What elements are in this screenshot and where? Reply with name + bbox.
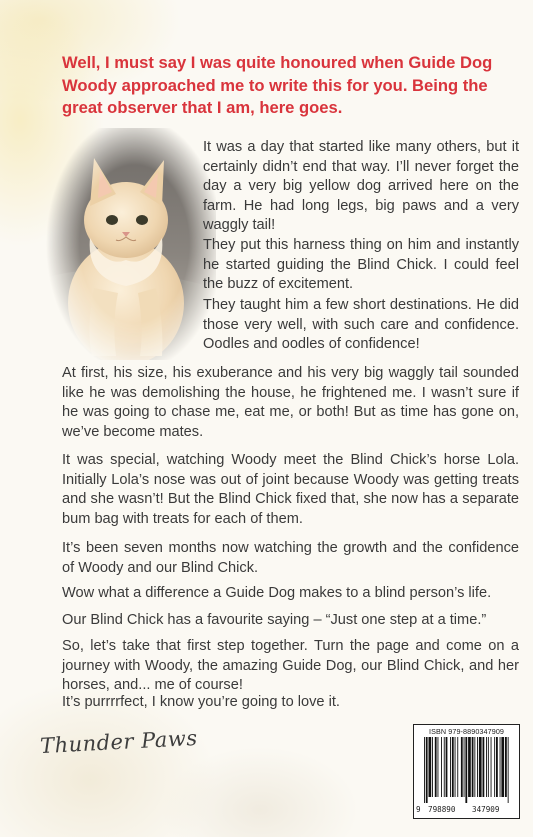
barcode-bar	[491, 737, 492, 797]
barcode-bar	[474, 737, 475, 797]
barcode-bar	[432, 737, 433, 797]
paragraph-4: At first, his size, his exuberance and his very big waggly tail sounded like he was demolishing the house, he frightened me. I wasn’t sure if he was going to chase me, eat me, or both! But as time has gone on, we’ve become mates.	[62, 365, 519, 440]
paragraph-1: It was a day that started like many others, but it certainly didn’t end that way. I’ll never forget the day a very big yellow dog arrived here on the farm. He had long legs, big paws and a very waggly tail!	[203, 139, 519, 234]
barcode-bar	[438, 737, 439, 797]
barcode-bar	[435, 737, 437, 797]
isbn-digits-left: 798890	[428, 805, 456, 814]
barcode-bar	[455, 737, 456, 797]
barcode-bar	[429, 737, 432, 797]
intro-heading: Well, I must say I was quite honoured when Guide Dog Woody approached me to write this for you. Being the great observer that I am, here goes.	[62, 53, 493, 117]
barcode-bar	[452, 737, 454, 797]
barcode-bars	[418, 737, 515, 803]
barcode-bar	[477, 737, 478, 797]
signature: Thunder Paws	[39, 725, 199, 759]
barcode-bar	[500, 737, 501, 797]
paragraph-3: They taught him a few short destinations. He did those very well, with such care and confidence. Oodles and oodles of confidence!	[203, 297, 519, 353]
paragraph-10: It’s purrrrfect, I know you’re going to love it.	[62, 694, 340, 710]
paragraph-8: Our Blind Chick has a favourite saying – “Just one step at a time.”	[62, 612, 487, 628]
barcode-bar	[472, 737, 474, 797]
barcode-bar	[446, 737, 448, 797]
barcode-bar	[468, 737, 471, 797]
cat-photo	[46, 128, 216, 360]
barcode-bar	[501, 737, 504, 797]
barcode-bar	[426, 737, 428, 803]
barcode-bar	[508, 737, 509, 803]
isbn-digit-lead: 9	[416, 805, 421, 814]
isbn-barcode	[413, 724, 520, 819]
paragraph-9: So, let’s take that first step together. Turn the page and come on a journey with Woody, the amazing Guide Dog, our Blind Chick, and her horses, and... me of course!	[62, 638, 519, 694]
barcode-bar	[488, 737, 489, 797]
paragraph-6: It’s been seven months now watching the growth and the confidence of Woody and our Blind Chick.	[62, 540, 519, 576]
barcode-bar	[483, 737, 485, 797]
barcode-bar	[465, 737, 467, 803]
paragraph-5: It was special, watching Woody meet the Blind Chick’s horse Lola. Initially Lola’s nose was out of joint because Woody was getting treats and she wasn’t! But the Blind Chick fixed that, she now has a separate bum bag with treats for each of them.	[62, 452, 519, 527]
barcode-bar	[486, 737, 487, 797]
barcode-bar	[479, 737, 482, 797]
barcode-bar	[464, 737, 465, 797]
barcode-bar	[494, 737, 495, 797]
barcode-bar	[461, 737, 463, 797]
isbn-digits-right: 347909	[472, 805, 500, 814]
barcode-bar	[505, 737, 507, 797]
barcode-bar	[441, 737, 442, 797]
barcode-bar	[457, 737, 458, 797]
isbn-label: ISBN 979-8890347909	[428, 727, 505, 736]
barcode-bar	[424, 737, 425, 803]
barcode-bar	[444, 737, 445, 797]
paragraph-7: Wow what a difference a Guide Dog makes to a blind person’s life.	[62, 585, 492, 601]
paragraph-2: They put this harness thing on him and instantly he started guiding the Blind Chick. I could feel the buzz of excitement.	[203, 237, 519, 293]
barcode-bar	[496, 737, 498, 797]
barcode-bar	[450, 737, 451, 797]
